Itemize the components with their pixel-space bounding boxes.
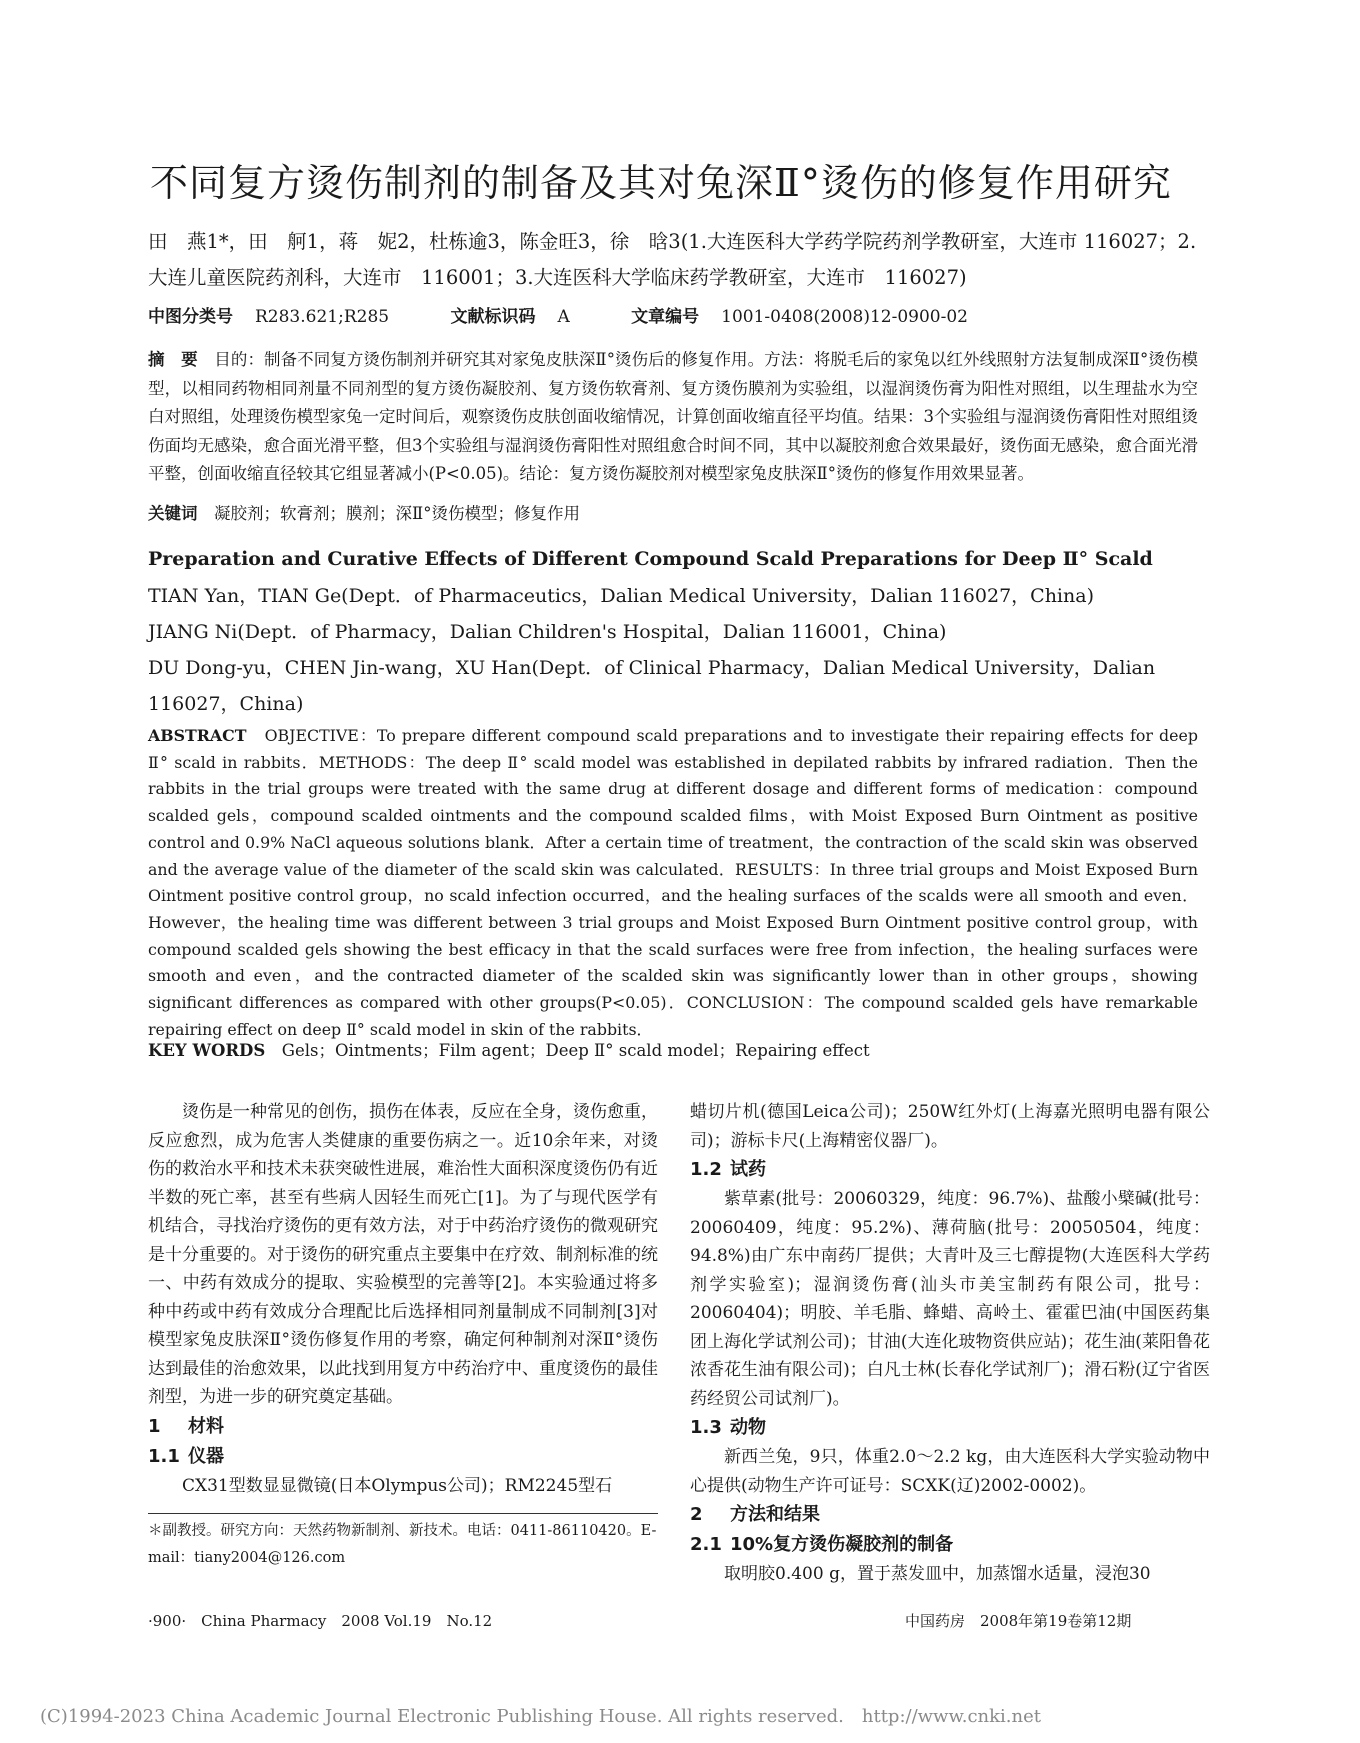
footnote: ＊副教授。研究方向：天然药物新制剂、新技术。电话：0411-86110420。E-mail：tiany2004@126.com xyxy=(148,1523,657,1566)
en-author-line: JIANG Ni(Dept．of Pharmacy，Dalian Children's Hospital，Dalian 116001，China) xyxy=(148,621,947,643)
abstract-en-label: ABSTRACT xyxy=(148,726,247,745)
keywords-cn-label: 关键词 xyxy=(148,504,198,523)
section-1-1-text: CX31型数显显微镜(日本Olympus公司)；RM2245型石 xyxy=(182,1475,613,1496)
keywords-cn xyxy=(148,500,1198,524)
section-1-1-heading: 1.1 仪器 xyxy=(148,1445,224,1467)
authors-cn: 田 燕1*，田 舸1，蒋 妮2，杜栋逾3，陈金旺3，徐 晗3(1.大连医科大学药学院药剂学教研室，大连市 116027；2.大连儿童医院药剂科，大连市 116001；3.大连医科大学临床药学教研室，大连市 116027) xyxy=(148,230,1197,289)
doc-code-value: A xyxy=(557,307,570,327)
abstract-cn xyxy=(148,346,1198,489)
en-author-line: DU Dong-yu，CHEN Jin-wang，XU Han(Dept．of Clinical Pharmacy，Dalian Medical University，Dalian 116027，China) xyxy=(148,657,1156,715)
keywords-cn-text: 凝胶剂；软膏剂；膜剂；深Ⅱ°烫伤模型；修复作用 xyxy=(214,504,580,523)
instrument-continuation: 蜡切片机(德国Leica公司)；250W红外灯(上海嘉光照明电器有限公司)；游标卡尺(上海精密仪器厂)。 xyxy=(690,1102,1210,1151)
keywords-en xyxy=(148,1037,1198,1061)
body-right-column xyxy=(690,1098,1210,1589)
english-authors xyxy=(148,578,1198,722)
section-2-1-text: 取明胶0.400 g，置于蒸发皿中，加蒸馏水适量，浸泡30 xyxy=(724,1564,1151,1584)
keywords-en-text: Gels；Ointments；Film agent；Deep Ⅱ° scald model；Repairing effect xyxy=(281,1041,870,1060)
section-1-3-text: 新西兰兔，9只，体重2.0～2.2 kg，由大连医科大学实验动物中心提供(动物生产许可证号：SCXK(辽)2002-0002)。 xyxy=(690,1447,1210,1496)
section-1-2-text: 紫草素(批号：20060329，纯度：96.7%)、盐酸小檗碱(批号：20060409，纯度：95.2%)、薄荷脑(批号：20050504，纯度：94.8%)由广东中南药厂提供；大青叶及三七醇提物(大连医科大学药剂学实验室)；湿润烫伤膏(汕头市美宝制药有限公司，批号：20060404)；明胶、羊毛脂、蜂蜡、高岭土、霍霍巴油(中国医药集团上海化学试剂公司)；甘油(大连化玻物资供应站)；花生油(莱阳鲁花浓香花生油有限公司)；白凡士林(长春化学试剂厂)；滑石粉(辽宁省医药经贸公司试剂厂)。 xyxy=(690,1189,1210,1409)
section-1-heading: 1 材料 xyxy=(148,1415,224,1437)
en-author-line: TIAN Yan，TIAN Ge(Dept．of Pharmaceutics，Dalian Medical University，Dalian 116027，China) xyxy=(148,585,1094,607)
abstract-cn-label: 摘 要 xyxy=(148,350,198,369)
abstract-cn-text: 目的：制备不同复方烫伤制剂并研究其对家兔皮肤深Ⅱ°烫伤后的修复作用。方法：将脱毛后的家兔以红外线照射方法复制成深Ⅱ°烫伤模型，以相同药物相同剂量不同剂型的复方烫伤凝胶剂、复方烫伤软膏剂、复方烫伤膜剂为实验组，以湿润烫伤膏为阳性对照组，以生理盐水为空白对照组，处理烫伤模型家兔一定时间后，观察烫伤皮肤创面收缩情况，计算创面收缩直径平均值。结果：3个实验组与湿润烫伤膏阳性对照组烫伤面均无感染，愈合面光滑平整，但3个实验组与湿润烫伤膏阳性对照组愈合时间不同，其中以凝胶剂愈合效果最好，烫伤面无感染，愈合面光滑平整，创面收缩直径较其它组显著减小(P<0.05)。结论：复方烫伤凝胶剂对模型家兔皮肤深Ⅱ°烫伤的修复作用效果显著。 xyxy=(148,350,1199,483)
paper-title: 不同复方烫伤制剂的制备及其对兔深Ⅱ°烫伤的修复作用研究 xyxy=(150,161,1172,205)
copyright-notice: (C)1994-2023 China Academic Journal Electronic Publishing House. All rights reserved. http://www.cnki.net xyxy=(40,1706,1041,1727)
page-footer-right: 中国药房 2008年第19卷第12期 xyxy=(905,1612,1132,1630)
body-left-column xyxy=(148,1098,658,1500)
english-title: Preparation and Curative Effects of Different Compound Scald Preparations for Deep Ⅱ° Scald xyxy=(148,548,1153,570)
article-no-label: 文章编号 xyxy=(631,307,700,327)
section-1-2-heading: 1.2 试药 xyxy=(690,1159,766,1180)
page-footer-left: ·900· China Pharmacy 2008 Vol.19 No.12 xyxy=(148,1612,493,1630)
keywords-en-label: KEY WORDS xyxy=(148,1041,266,1060)
section-1-3-heading: 1.3 动物 xyxy=(690,1417,766,1438)
clc-label: 中图分类号 xyxy=(148,307,233,327)
footnote-rule xyxy=(148,1513,658,1514)
classification-line xyxy=(148,302,1208,327)
doc-code-label: 文献标识码 xyxy=(450,307,536,327)
abstract-en-text: OBJECTIVE：To prepare different compound scald preparations and to investigate their repairing effects for deep Ⅱ° scald in rabbits．METHODS：The deep Ⅱ° scald model was established in depilated rabbits by infrared radiation．Then the rabbits in the trial groups were treated with the same drug at different dosage and different forms of medication：compound scalded gels，compound scalded ointments and the compound scalded films，with Moist Exposed Burn Ointment as positive control and 0.9% NaCl aqueous solutions blank．After a certain time of treatment，the contraction of the scald skin was observed and the average value of the diameter of the scald skin was calculated．RESULTS：In three trial groups and Moist Exposed Burn Ointment positive control group，no scald infection occurred，and the healing surfaces of the scalds were all smooth and even．However，the healing time was different between 3 trial groups and Moist Exposed Burn Ointment positive control group，with compound scalded gels showing the best efficacy in that the scald surfaces were free from infection，the healing surfaces were smooth and even，and the contracted diameter of the scalded skin was significantly lower than in other groups，showing significant differences as compared with other groups(P<0.05)．CONCLUSION：The compound scalded gels have remarkable repairing effect on deep Ⅱ° scald model in skin of the rabbits． xyxy=(148,726,1198,1039)
abstract-en xyxy=(148,723,1198,1043)
clc-value: R283.621;R285 xyxy=(255,307,390,327)
section-2-heading: 2 方法和结果 xyxy=(690,1504,820,1525)
article-no-value: 1001-0408(2008)12-0900-02 xyxy=(721,307,968,327)
intro-paragraph: 烫伤是一种常见的创伤，损伤在体表，反应在全身，烫伤愈重，反应愈烈，成为危害人类健康的重要伤病之一。近10余年来，对烫伤的救治水平和技术未获突破性进展，难治性大面积深度烫伤仍有近半数的死亡率，甚至有些病人因轻生而死亡[1]。为了与现代医学有机结合，寻找治疗烫伤的更有效方法，对于中药治疗烫伤的微观研究是十分重要的。对于烫伤的研究重点主要集中在疗效、制剂标准的统一、中药有效成分的提取、实验模型的完善等[2]。本实验通过将多种中药或中药有效成分合理配比后选择相同剂量制成不同制剂[3]对模型家兔皮肤深Ⅱ°烫伤修复作用的考察，确定何种制剂对深Ⅱ°烫伤达到最佳的治愈效果，以此找到用复方中药治疗中、重度烫伤的最佳剂型，为进一步的研究奠定基础。 xyxy=(148,1102,658,1407)
section-2-1-heading: 2.1 10%复方烫伤凝胶剂的制备 xyxy=(690,1534,954,1555)
